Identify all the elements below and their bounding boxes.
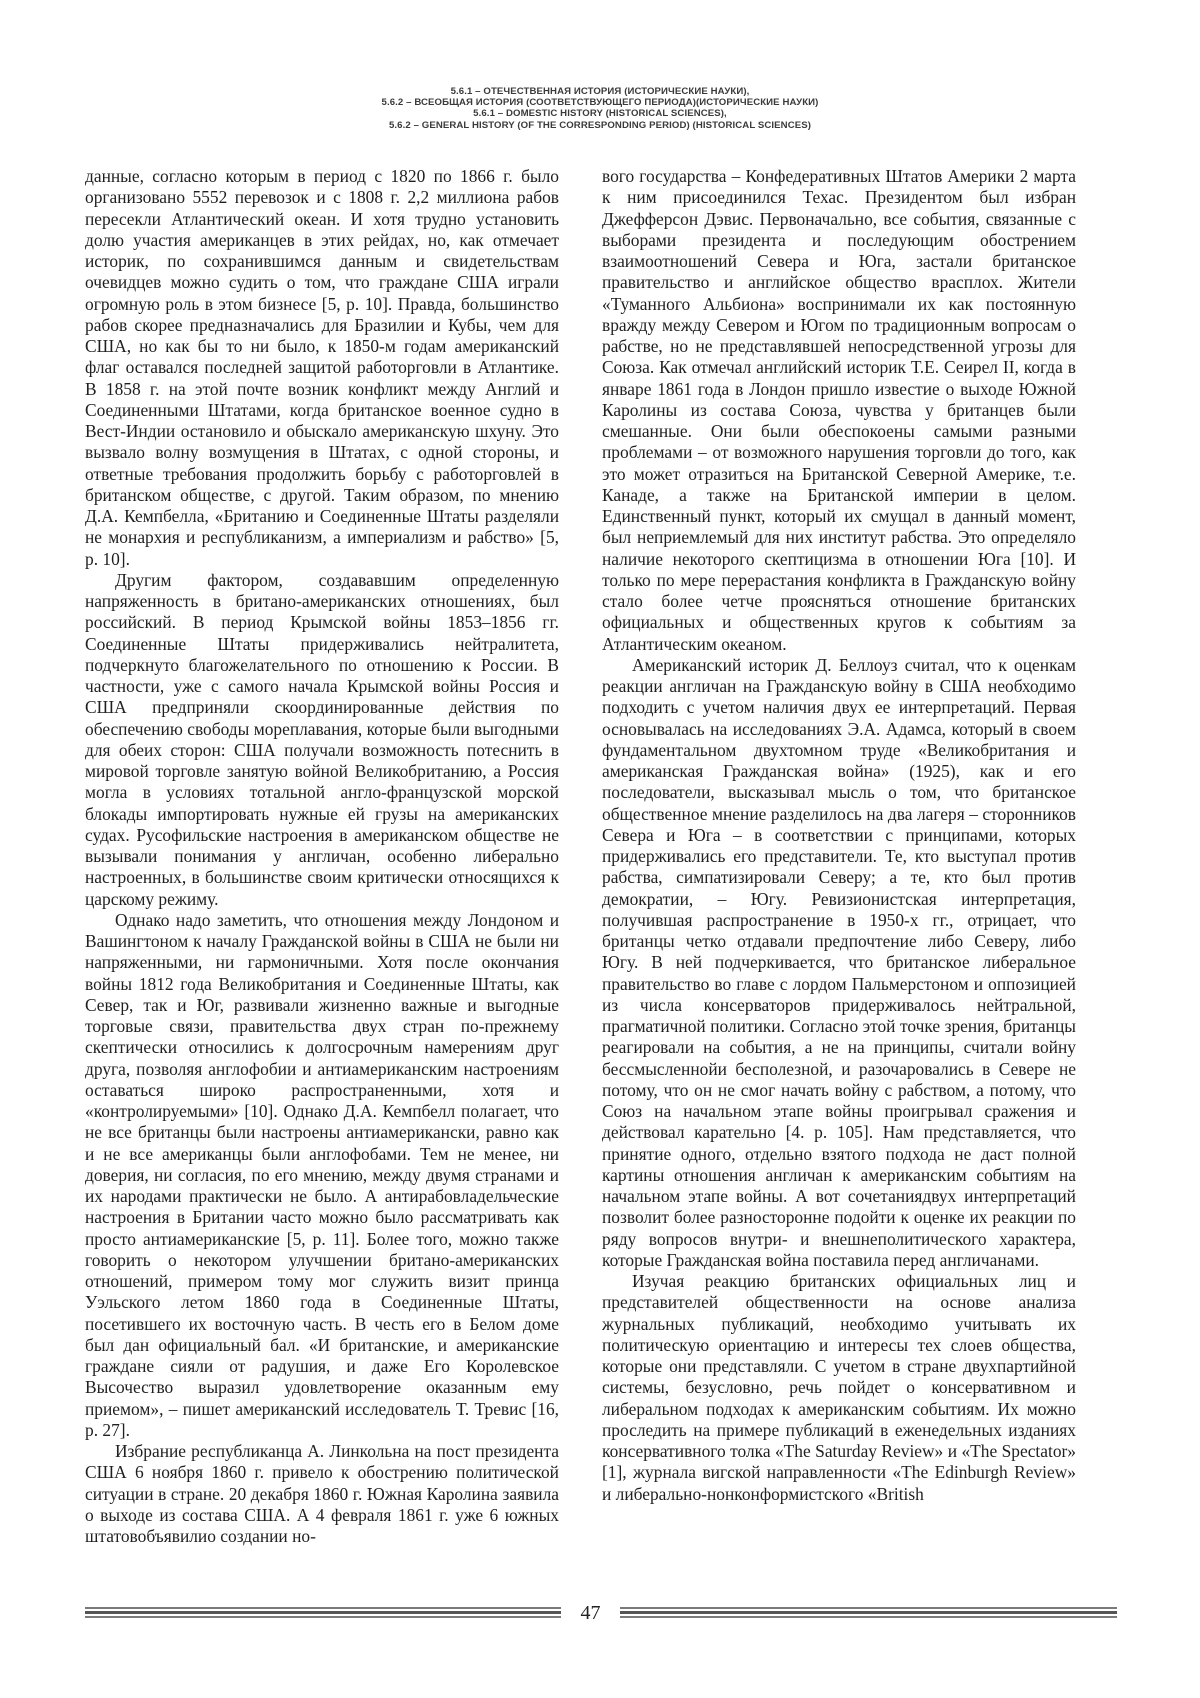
footer-rule-right (620, 1607, 1117, 1619)
left-column (85, 166, 559, 1547)
paragraph: данные, согласно которым в период с 1820 по 1866 г. было организовано 5552 перевозок и с 1808 г. 2,2 миллиона рабов пересекли Атлантический океан. И хотя трудно установить долю участия американцев в этих рейдах, но, как отмечает историк, по сохранившимся данным и свидетельствам очевидцев можно судить о том, что граждане США играли огромную роль в этом бизнесе [5, p. 10]. Правда, большинство рабов скорее предназначались для Бразилии и Кубы, чем для США, но как бы то ни было, к 1850-м годам американский флаг оставался последней защитой работорговли в Атлантике. В 1858 г. на этой почте возник конфликт между Англий и Соединенными Штатами, когда британское военное судно в Вест-Индии остановило и обыскало американскую шхуну. Это вызвало волну возмущения в Штатах, с одной стороны, и ответные требования продолжить борьбу с работорговлей в британском обществе, с другой. Таким образом, по мнению Д.А. Кемпбелла, «Британию и Соединенные Штаты разделяли не монархия и республиканизм, а империализм и рабство» [5, p. 10]. (85, 166, 559, 569)
right-column (602, 166, 1076, 1505)
running-head-line: 5.6.1 – ОТЕЧЕСТВЕННАЯ ИСТОРИЯ (ИСТОРИЧЕСКИЕ НАУКИ), (450, 86, 750, 97)
running-head-line: 5.6.2 – GENERAL HISTORY (OF THE CORRESPONDING PERIOD) (HISTORICAL SCIENCES) (388, 119, 812, 131)
running-head-line: 5.6.1 – DOMESTIC HISTORY (HISTORICAL SCIENCES), (473, 108, 727, 120)
page-number: 47 (580, 1602, 601, 1624)
paragraph: Изучая реакцию британских официальных лиц и представителей общественности на основе анализа журнальных публикаций, необходимо учитывать их политическую ориентацию и интересы тех слоев общества, которые они представляли. С учетом в стране двухпартийной системы, безусловно, речь пойдет о консервативном и либеральном подходах к американским событиям. Их можно проследить на примере публикаций в еженедельных изданиях консервативного толка «The Saturday Review» и «The Spectator» [1], журнала вигской направленности «The Edinburgh Review» и либерально-нонконформистского «British (602, 1271, 1076, 1504)
paragraph: Другим фактором, создававшим определенную напряженность в британо-американских отношениях, был российский. В период Крымской войны 1853–1856 гг. Соединенные Штаты придерживались нейтралитета, подчеркнуто благожелательного по отношению к России. В частности, уже с самого начала Крымской войны Россия и США предприняли скоординированные действия по обеспечению свободы мореплавания, которые были выгодными для обеих сторон: США получали возможность потеснить в мировой торговле занятую войной Великобританию, а Россия могла в условиях тотальной англо-французской морской блокады импортировать нужные ей грузы на американских судах. Русофильские настроения в американском обществе не вызывали понимания у англичан, особенно либерально настроенных, в большинстве своим критически относящихся к царскому режиму. (85, 569, 559, 909)
paragraph: вого государства – Конфедеративных Штатов Америки 2 марта к ним присоединился Техас. Президентом был избран Джефферсон Дэвис. Первоначально, все события, связанные с выборами президента и последующим обострением взаимоотношений Севера и Юга, застали британское правительство и английское общество врасплох. Жители «Туманного Альбиона» воспринимали их как постоянную вражду между Севером и Югом по традиционным вопросам о рабстве, но не представлявшей непосредственной угрозы для Союза. Как отмечал английский историк Т.Е. Сеирел II, когда в январе 1861 года в Лондон пришло известие о выходе Южной Каролины из состава Союза, чувства у британцев были смешанные. Они были обеспокоены самыми разными проблемами – от возможного нарушения торговли до того, как это может отразиться на Британской Северной Америке, т.е. Канаде, а также на Британской империи в целом. Единственный пункт, который их смущал в данный момент, был неприемлемый для них институт рабства. Это определяло наличие некоторого скептицизма в отношении Юга [10]. И только по мере перерастания конфликта в Гражданскую войну стало более четче проясняться отношение британских официальных и общественных кругов к событиям за Атлантическим океаном. (602, 166, 1076, 654)
paragraph: Избрание республиканца А. Линкольна на пост президента США 6 ноября 1860 г. привело к обострению политической ситуации в стране. 20 декабря 1860 г. Южная Каролина заявила о выходе из состава США. А 4 февраля 1861 г. уже 6 южных штатовобъявилио создании но- (85, 1441, 559, 1546)
running-head (0, 86, 1200, 131)
footer-rule-left (85, 1607, 561, 1619)
paragraph: Однако надо заметить, что отношения между Лондоном и Вашингтоном к началу Гражданской войны в США не были ни напряженными, ни гармоничными. Хотя после окончания войны 1812 года Великобритания и Соединенные Штаты, как Север, так и Юг, развивали жизненно важные и выгодные торговые связи, правительства двух стран по-прежнему скептически относились к долгосрочным намерениям друг друга, позволяя англофобии и антиамериканским настроениям оставаться широко распространенными, хотя и «контролируемыми» [10]. Однако Д.А. Кемпбелл полагает, что не все британцы были настроены антиамерикански, равно как и не все американцы были англофобами. Тем не менее, ни доверия, ни согласия, по его мнению, между двумя странами и их народами практически не было. А антирабовладельческие настроения в Британии часто можно было рассматривать как просто антиамериканские [5, p. 11]. Более того, можно также говорить о некотором улучшении британо-американских отношений, примером тому мог служить визит принца Уэльского летом 1860 года в Соединенные Штаты, посетившего их восточную часть. В честь его в Белом доме был дан официальный бал. «И британские, и американские граждане сияли от радушия, и даже Его Королевское Высочество выразил удовлетворение оказанным ему приемом», – пишет американский исследователь Т. Тревис [16, p. 27]. (85, 909, 559, 1440)
paragraph: Американский историк Д. Беллоуз считал, что к оценкам реакции англичан на Гражданскую войну в США необходимо подходить с учетом наличия двух ее интерпретаций. Первая основывалась на исследованиях Э.А. Адамса, который в своем фундаментальном двухтомном труде «Великобритания и американская Гражданская война» (1925), как и его последователи, высказывал мысль о том, что британское общественное мнение разделилось на два лагеря – сторонников Севера и Юга – в соответствии с принципами, которых придерживались его представители. Те, кто выступал против рабства, симпатизировали Северу; а те, кто был против демократии, – Югу. Ревизионистская интерпретация, получившая распространение в 1950-х гг., отрицает, что британцы четко отдавали предпочтение либо Северу, либо Югу. В ней подчеркивается, что британское либеральное правительство во главе с лордом Пальмерстоном и оппозицией из числа консерваторов придерживалось нейтральной, прагматичной политики. Согласно этой точке зрения, британцы реагировали на события, а не на принципы, считали войну бессмысленнойи бесполезной, и разочаровались в Севере не потому, что он не смог начать войну с рабством, а потому, что Союз на начальном этапе войны проигрывал сражения и действовал карательно [4. p. 105]. Нам представляется, что принятие одного, отдельно взятого подхода не даст полной картины отношения англичан к американским событиям на начальном этапе войны. А вот сочетаниядвух интерпретаций позволит более разносторонне подойти к оценке их реакции по ряду вопросов внутри- и внешнеполитического характера, которые Гражданская война поставила перед англичанами. (602, 654, 1076, 1270)
running-head-line: 5.6.2 – ВСЕОБЩАЯ ИСТОРИЯ (СООТВЕТСТВУЮЩЕГО ПЕРИОДА)(ИСТОРИЧЕСКИЕ НАУКИ) (381, 97, 819, 109)
